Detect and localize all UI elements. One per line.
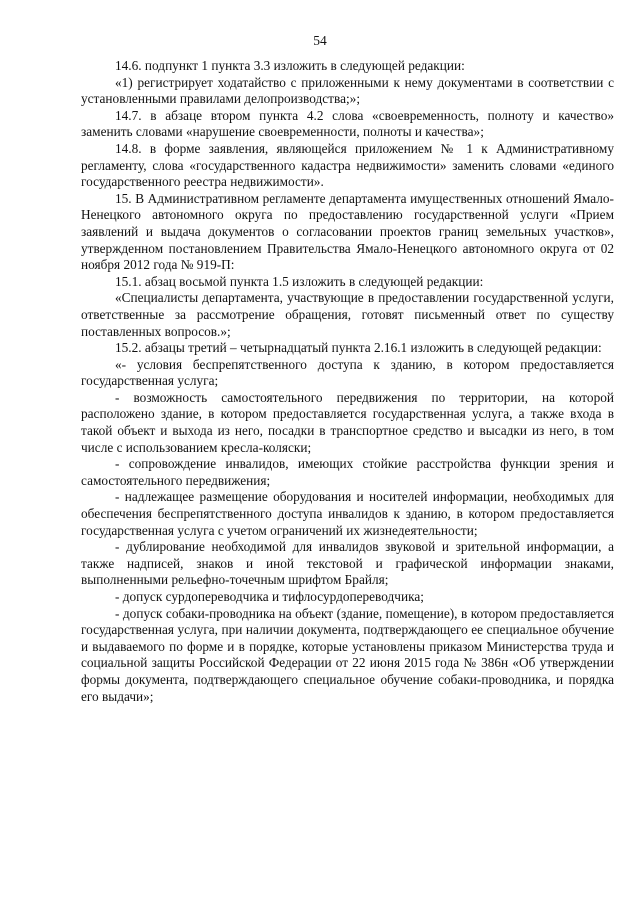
paragraph-15-2: 15.2. абзацы третий – четырнадцатый пункта 2.16.1 изложить в следующей редакции: [115, 340, 602, 356]
list-item-sign-interpreter: - допуск сурдопереводчика и тифлосурдопереводчика; [115, 589, 424, 604]
list-item-equipment-placement: - надлежащее размещение оборудования и носителей информации, необходимых для обеспечения беспрепятственного доступа инвалидов к зданию, в котором предоставляется государственная услуга с учетом ограничений их жизнедеятельности; [81, 489, 614, 538]
paragraph-15: 15. В Административном регламенте департамента имущественных отношений Ямало-Ненецкого автономного округа по предоставлению государственной услуги «Прием заявлений и выдача документов о согласовании проектов границ земельных участков», утвержденном постановлением Правительства Ямало-Ненецкого автономного округа от 02 ноября 2012 года № 919-П: [81, 190, 614, 273]
list-item-escort: - сопровождение инвалидов, имеющих стойкие расстройства функции зрения и самостоятельного передвижения; [81, 456, 614, 488]
list-item-information-duplication: - дублирование необходимой для инвалидов звуковой и зрительной информации, а также надписей, знаков и иной текстовой и графической информации знаками, выполненными рельефно-точечным шрифтом Брайля; [81, 539, 614, 588]
page-number: 54 [313, 33, 327, 48]
paragraph-14-8: 14.8. в форме заявления, являющейся приложением № 1 к Административному регламенту, слова «государственного кадастра недвижимости» заменить словами «единого государственного реестра недвижимости». [81, 140, 614, 190]
list-item-independent-movement: - возможность самостоятельного передвижения по территории, на которой расположено здание, в котором предоставляется государственная услуга, а также входа в такой объект и выхода из него, посадки в транспортное средство и высадки из него, в том числе с использованием кресла-коляски; [81, 389, 614, 455]
paragraph-14-7: 14.7. в абзаце втором пункта 4.2 слова «своевременность, полноту и качество» заменить словами «нарушение своевременности, полноты и качества»; [81, 107, 614, 140]
document-body [81, 58, 614, 705]
paragraph-14-6-text: «1) регистрирует ходатайство с приложенными к нему документами в соответствии с установленными правилами делопроизводства;»; [81, 74, 614, 107]
paragraph-14-6: 14.6. подпункт 1 пункта 3.3 изложить в следующей редакции: [115, 58, 465, 73]
list-item-access-conditions: «- условия беспрепятственного доступа к зданию, в котором предоставляется государственная услуга; [81, 356, 614, 389]
paragraph-15-1: 15.1. абзац восьмой пункта 1.5 изложить в следующей редакции: [115, 273, 484, 289]
paragraph-15-1-text: «Специалисты департамента, участвующие в предоставлении государственной услуги, ответственные за рассмотрение обращения, готовят письменный ответ по существу поставленных вопросов.»; [81, 290, 614, 339]
list-item-guide-dog: - допуск собаки-проводника на объект (здание, помещение), в котором предоставляется государственная услуга, при наличии документа, подтверждающего ее специальное обучение и выдаваемого по форме и в порядке, которые установлены приказом Министерства труда и социальной защиты Российской Федерации от 22 июня 2015 года № 386н «Об утверждении формы документа, подтверждающего специальное обучение собаки-проводника, и порядка его выдачи»; [81, 605, 614, 704]
